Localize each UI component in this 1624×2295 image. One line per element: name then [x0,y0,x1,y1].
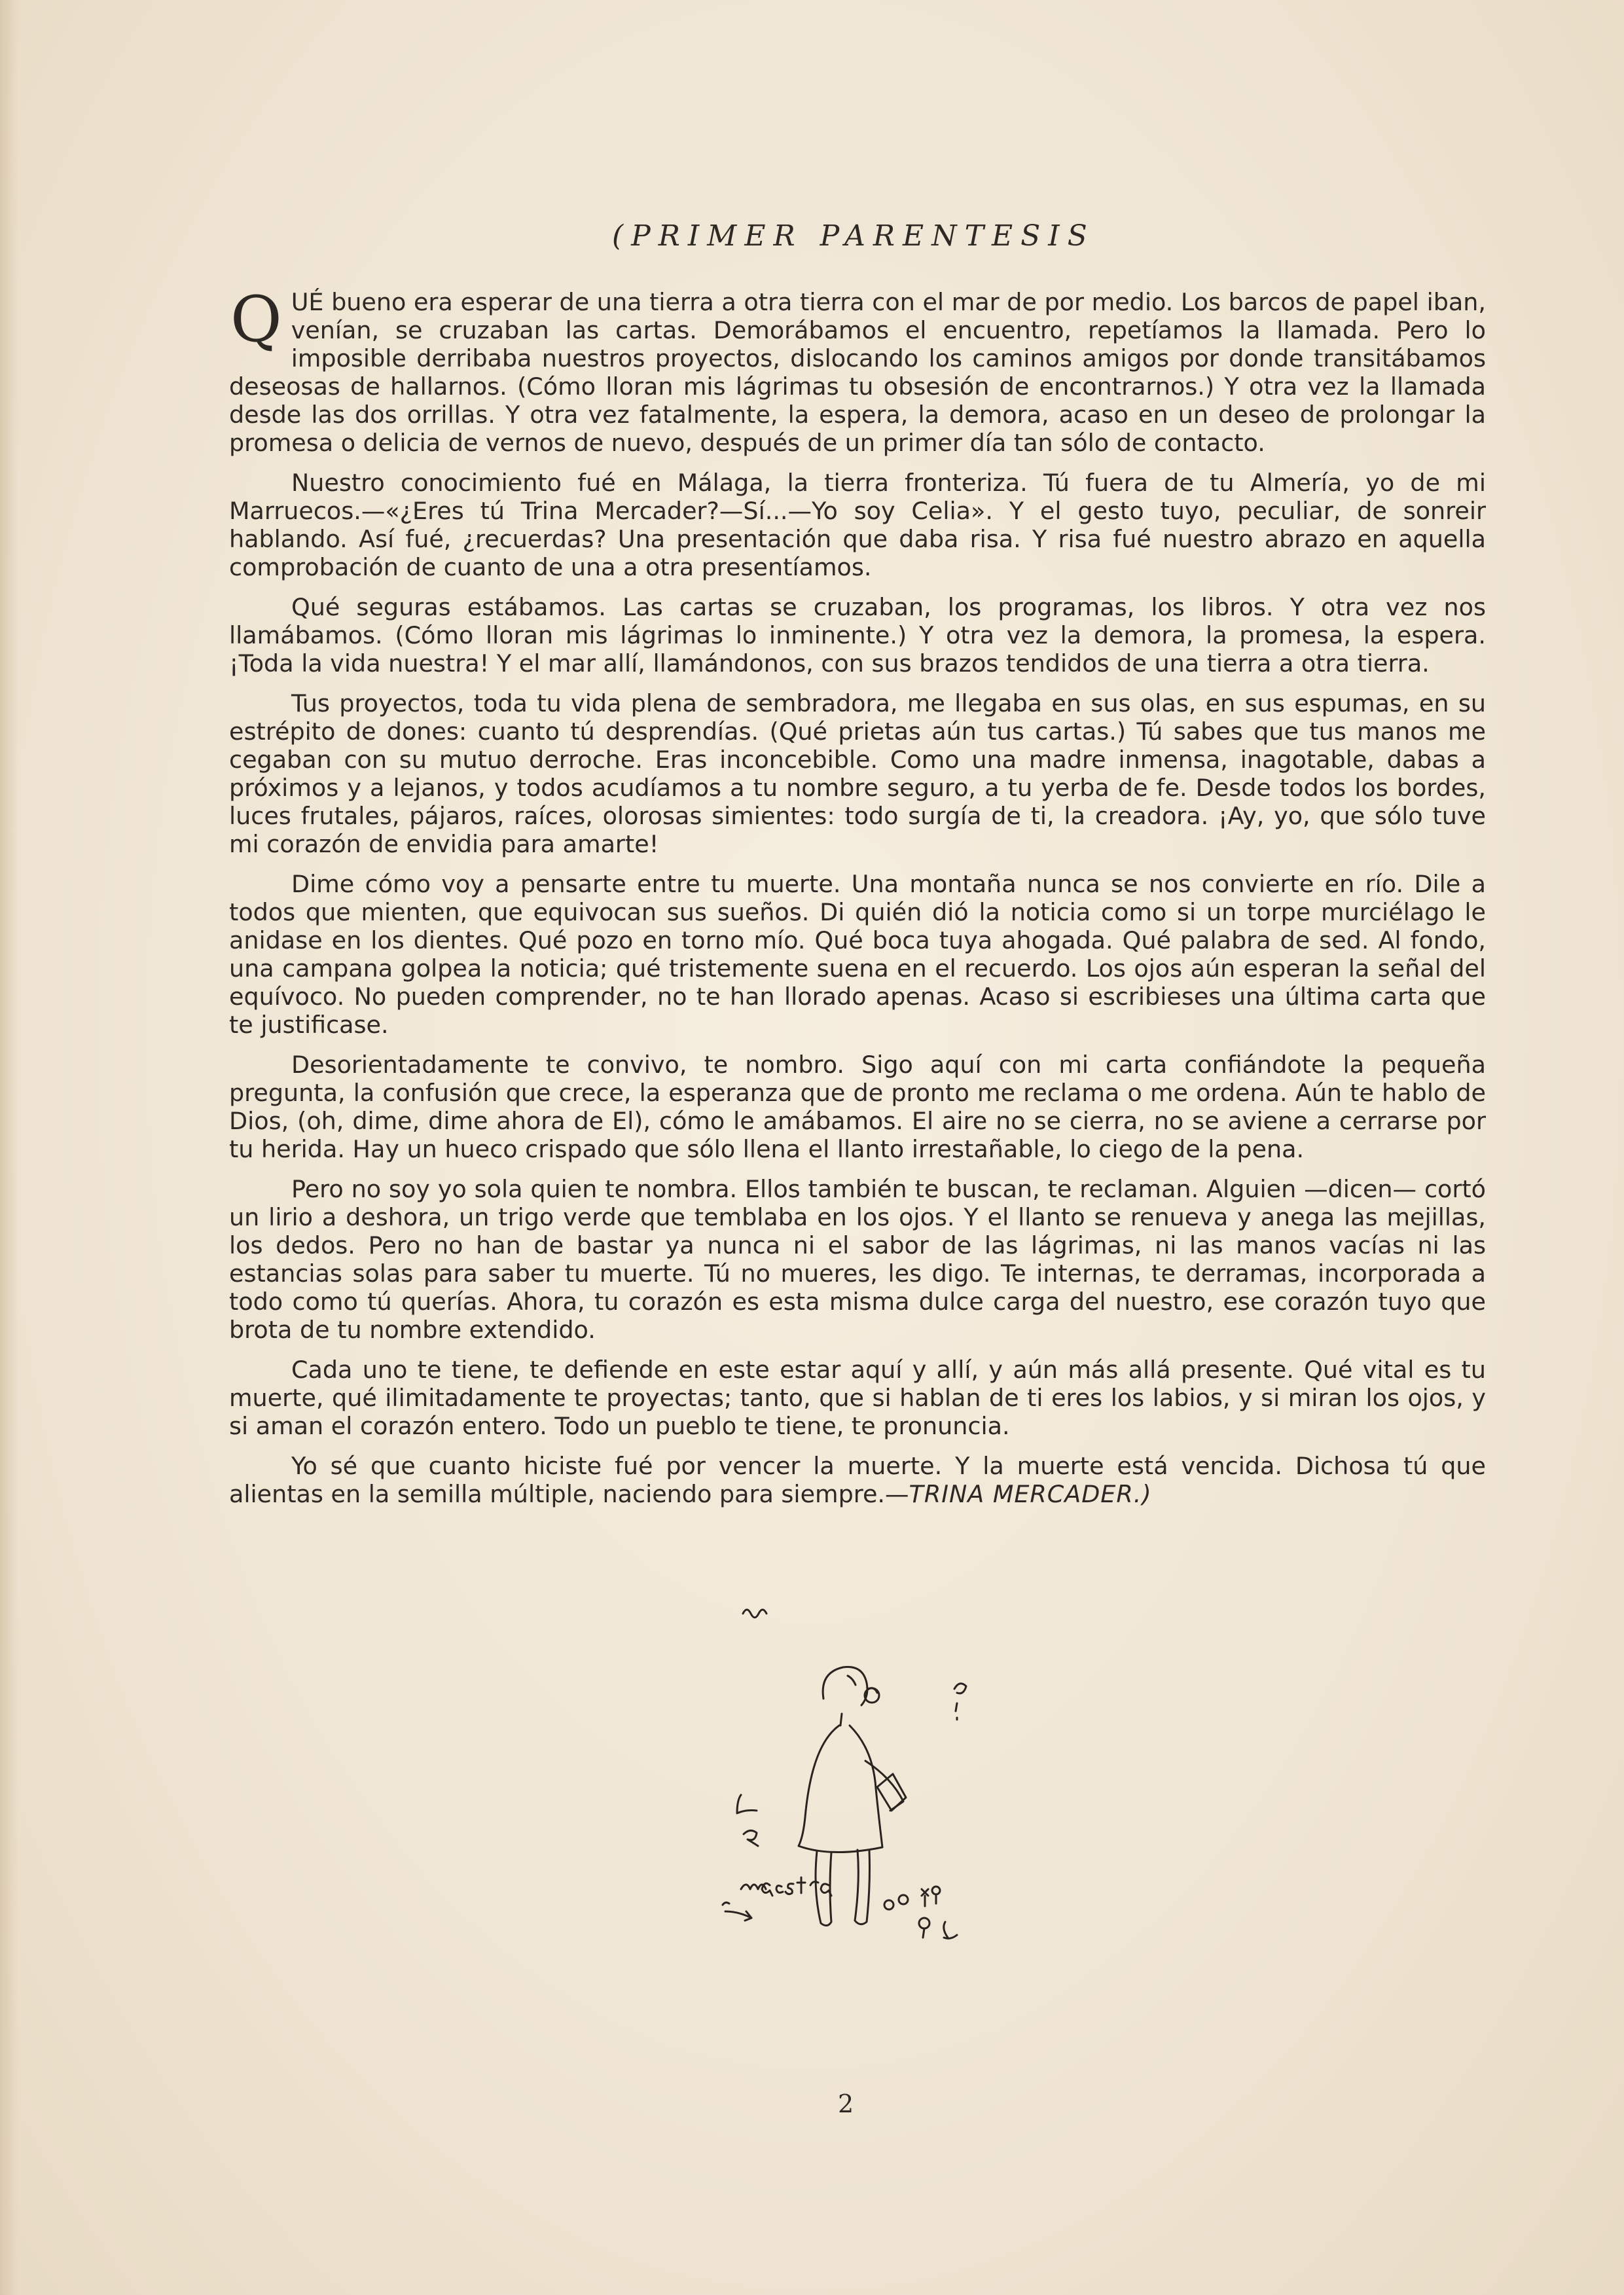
article-body [229,283,1486,1520]
paragraph-1-text: UÉ bueno era esperar de una tierra a otra tierra con el mar de por medio. Los barcos de papel iban, venían, se cruzaban las cartas. Demorábamos el encuentro, repetíamos la llamada. Pero lo imposible derribaba nuestros proyectos, dislocando los caminos amigos por donde transitábamos deseosas de hallarnos. (Cómo lloran mis lágrimas tu obsesión de encontrarnos.) Y otra vez la llamada desde las dos orrillas. Y otra vez fatalmente, la espera, la demora, acaso en un deseo de prolongar la promesa o delicia de vernos de nuevo, después de un primer día tan sólo de contacto. [229,288,1486,457]
paragraph-3: Qué seguras estábamos. Las cartas se cruzaban, los programas, los libros. Y otra vez nos llamábamos. (Cómo lloran mis lágrimas lo inminente.) Y otra vez la demora, la promesa, la espera. ¡Toda la vida nuestra! Y el mar allí, llamándonos, con sus brazos tendidos de una tierra a otra tierra. [229,593,1486,678]
drop-cap: Q [230,283,282,356]
paragraph-9-text: Yo sé que cuanto hiciste fué por vencer la muerte. Y la muerte está vencida. Dichosa tú que alientas en la semilla múltiple, naciendo para siempre.— [229,1452,1486,1508]
paragraph-8: Cada uno te tiene, te defiende en este estar aquí y allí, y aún más allá presente. Qué vital es tu muerte, qué ilimitadamente te proyectas; tanto, que si hablan de ti eres los labios, y si miran los ojos, y si aman el corazón entero. Todo un pueblo te tiene, te pronuncia. [229,1356,1486,1440]
paragraph-4: Tus proyectos, toda tu vida plena de sembradora, me llegaba en sus olas, en sus espumas, en su estrépito de dones: cuanto tú desprendías. (Qué prietas aún tus cartas.) Tú sabes que tus manos me cegaban con su mutuo derroche. Eras inconcebible. Como una madre inmensa, inagotable, dabas a próximos y a lejanos, y todos acudíamos a tu nombre seguro, a tu yerba de fe. Desde todos los bordes, luces frutales, pájaros, raíces, olorosas simientes: todo surgía de ti, la creadora. ¡Ay, yo, que sólo tuve mi corazón de envidia para amarte! [229,689,1486,858]
paragraph-6: Desorientadamente te convivo, te nombro. Sigo aquí con mi carta confiándote la pequeña pregunta, la confusión que crece, la esperanza que de pronto me reclama o me ordena. Aún te hablo de Dios, (oh, dime, dime ahora de El), cómo le amábamos. El aire no se cierra, no se aviene a cerrarse por tu herida. Hay un hueco crispado que sólo llena el llanto irrestañable, lo ciego de la pena. [229,1051,1486,1163]
paragraph-2: Nuestro conocimiento fué en Málaga, la tierra fronteriza. Tú fuera de tu Almería, yo de mi Marruecos.—«¿Eres tú Trina Mercader?—Sí...—Yo soy Celia». Y el gesto tuyo, peculiar, de sonreir hablando. Así fué, ¿recuerdas? Una presentación que daba risa. Y risa fué nuestro abrazo en aquella comprobación de cuanto de una a otra presentíamos. [229,469,1486,581]
paper-edge [0,0,18,2295]
paragraph-9 [229,1452,1486,1508]
paragraph-5: Dime cómo voy a pensarte entre tu muerte. Una montaña nunca se nos convierte en río. Dile a todos que mienten, que equivocan sus sueños. Di quién dió la noticia como si un torpe murciélago le anidase en los dientes. Qué pozo en torno mío. Qué boca tuya ahogada. Qué palabra de sed. Al fondo, una campana golpea la noticia; qué tristemente suena en el recuerdo. Los ojos aún esperan la señal del equívoco. No pueden comprender, no te han llorado apenas. Acaso si escribieses una última carta que te justificase. [229,870,1486,1039]
teacher-illustration [713,1597,1015,1964]
paragraph-1 [229,283,1486,457]
author-signature: TRINA MERCADER.) [909,1480,1152,1508]
page-number: 2 [838,2089,854,2118]
paragraph-7: Pero no soy yo sola quien te nombra. Ellos también te buscan, te reclaman. Alguien —dicen— cortó un lirio a deshora, un trigo verde que temblaba en los ojos. Y el llanto se renueva y anega las mejillas, los dedos. Pero no han de bastar ya nunca ni el sabor de las lágrimas, ni las manos vacías ni las estancias solas para saber tu muerte. Tú no mueres, les digo. Te internas, te derramas, incorporada a todo como tú querías. Ahora, tu corazón es esta misma dulce carga del nuestro, ese corazón tuyo que brota de tu nombre extendido. [229,1175,1486,1344]
page-title: (PRIMER PARENTESIS [612,219,1095,253]
